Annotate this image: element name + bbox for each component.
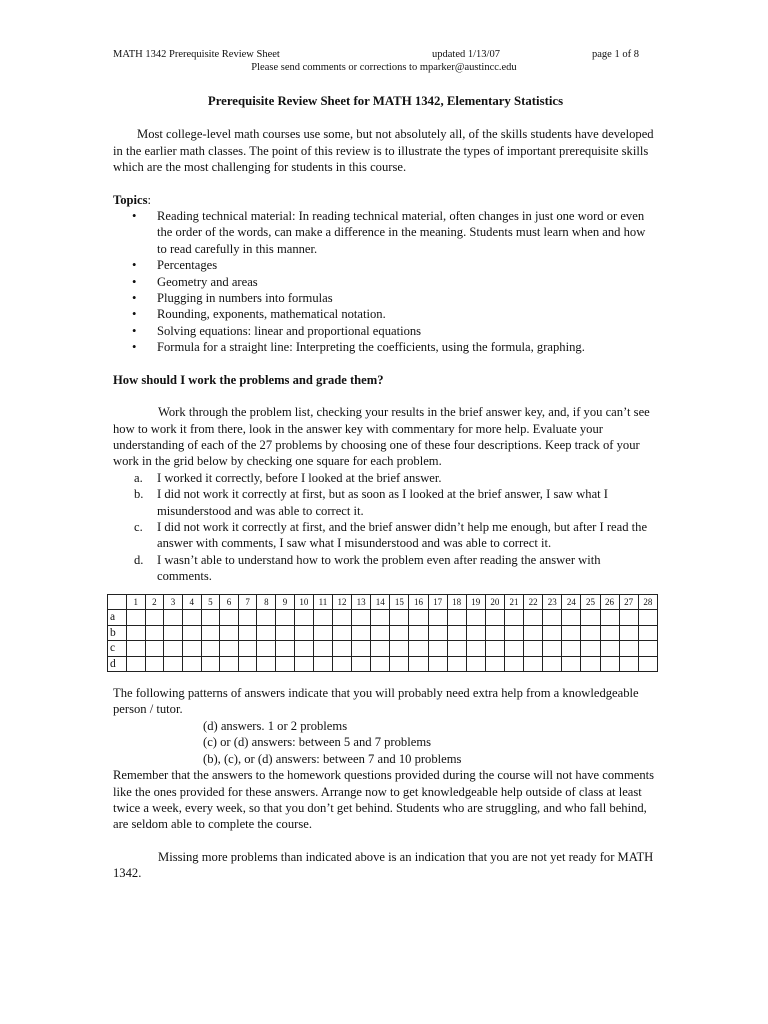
remember-paragraph: Remember that the answers to the homework questions provided during the course will not have comments like the ones provided for these answers. Arrange now to get knowledgeable help outside of class at least twice a week, every week, so that you don’t get behind. Students who are struggling, and who fall behind, are seldom able to complete the course. bbox=[113, 768, 655, 832]
grid-check-cell[interactable] bbox=[182, 641, 201, 657]
grid-column-header: 6 bbox=[220, 594, 239, 610]
grid-check-cell[interactable] bbox=[619, 641, 638, 657]
grid-check-cell[interactable] bbox=[238, 641, 257, 657]
grid-check-cell[interactable] bbox=[619, 625, 638, 641]
grid-column-header: 11 bbox=[313, 594, 332, 610]
grid-check-cell[interactable] bbox=[145, 656, 164, 672]
grid-column-header: 25 bbox=[581, 594, 600, 610]
grid-check-cell[interactable] bbox=[409, 656, 428, 672]
grid-check-cell[interactable] bbox=[447, 641, 466, 657]
grid-check-cell[interactable] bbox=[126, 656, 145, 672]
grade-option bbox=[113, 552, 658, 585]
bullet-icon: • bbox=[132, 323, 137, 338]
grid-check-cell[interactable] bbox=[504, 625, 523, 641]
bullet-icon: • bbox=[132, 340, 137, 355]
grid-column-header: 27 bbox=[619, 594, 638, 610]
topics-heading bbox=[113, 192, 658, 208]
grid-check-cell[interactable] bbox=[371, 656, 390, 672]
grid-check-cell[interactable] bbox=[276, 656, 295, 672]
grid-check-cell[interactable] bbox=[313, 656, 332, 672]
grid-column-header: 3 bbox=[164, 594, 183, 610]
grid-column-header: 7 bbox=[238, 594, 257, 610]
grid-check-cell[interactable] bbox=[276, 641, 295, 657]
grid-check-cell[interactable] bbox=[638, 610, 657, 626]
grid-check-cell[interactable] bbox=[201, 641, 220, 657]
grid-check-cell[interactable] bbox=[466, 656, 485, 672]
grid-check-cell[interactable] bbox=[201, 625, 220, 641]
topic-text: Formula for a straight line: Interpreting the coefficients, using the formula, graphing. bbox=[157, 340, 585, 355]
grid-check-cell[interactable] bbox=[294, 656, 313, 672]
header-updated: updated 1/13/07 bbox=[432, 49, 500, 60]
header-contact: Please send comments or corrections to mparker@austincc.edu bbox=[251, 62, 517, 73]
grid-check-cell[interactable] bbox=[332, 656, 351, 672]
grid-check-cell[interactable] bbox=[164, 641, 183, 657]
grid-check-cell[interactable] bbox=[409, 625, 428, 641]
grid-check-cell[interactable] bbox=[466, 610, 485, 626]
grid-check-cell[interactable] bbox=[600, 610, 619, 626]
topic-text: Percentages bbox=[157, 258, 218, 273]
grid-check-cell[interactable] bbox=[145, 625, 164, 641]
how-heading: How should I work the problems and grade them? bbox=[113, 372, 384, 387]
grid-check-cell[interactable] bbox=[390, 641, 409, 657]
grid-column-header: 26 bbox=[600, 594, 619, 610]
grid-check-cell[interactable] bbox=[238, 610, 257, 626]
grid-check-cell[interactable] bbox=[524, 610, 543, 626]
topic-item bbox=[113, 274, 658, 290]
grid-check-cell[interactable] bbox=[126, 625, 145, 641]
grid-row bbox=[108, 656, 658, 672]
grid-check-cell[interactable] bbox=[352, 610, 371, 626]
grid-check-cell[interactable] bbox=[238, 656, 257, 672]
grid-check-cell[interactable] bbox=[600, 625, 619, 641]
grid-check-cell[interactable] bbox=[126, 610, 145, 626]
grid-check-cell[interactable] bbox=[164, 625, 183, 641]
grid-check-cell[interactable] bbox=[581, 641, 600, 657]
grid-column-header: 19 bbox=[466, 594, 485, 610]
grid-column-header: 4 bbox=[182, 594, 201, 610]
grid-column-header: 2 bbox=[145, 594, 164, 610]
grid-check-cell[interactable] bbox=[447, 656, 466, 672]
grid-check-cell[interactable] bbox=[562, 610, 581, 626]
grid-check-cell[interactable] bbox=[313, 610, 332, 626]
grid-column-header: 24 bbox=[562, 594, 581, 610]
grade-option bbox=[113, 519, 658, 552]
grid-column-header: 28 bbox=[638, 594, 657, 610]
grid-column-header: 15 bbox=[390, 594, 409, 610]
grid-check-cell[interactable] bbox=[581, 625, 600, 641]
topic-item bbox=[113, 290, 658, 306]
topic-text: Solving equations: linear and proportional equations bbox=[157, 323, 422, 338]
grid-check-cell[interactable] bbox=[504, 610, 523, 626]
document-body bbox=[110, 93, 658, 882]
grid-column-header: 5 bbox=[201, 594, 220, 610]
grid-check-cell[interactable] bbox=[257, 656, 276, 672]
grid-check-cell[interactable] bbox=[390, 610, 409, 626]
pattern-item: (c) or (d) answers: between 5 and 7 problems bbox=[203, 735, 432, 750]
grid-check-cell[interactable] bbox=[238, 625, 257, 641]
topic-item bbox=[113, 306, 658, 322]
grid-check-cell[interactable] bbox=[371, 625, 390, 641]
topic-item bbox=[113, 208, 658, 257]
grid-check-cell[interactable] bbox=[581, 610, 600, 626]
topic-item bbox=[113, 323, 658, 339]
bullet-icon: • bbox=[132, 258, 137, 273]
patterns-intro: The following patterns of answers indicate that you will probably need extra help from a knowledgeable person / tutor. bbox=[113, 686, 639, 717]
grid-check-cell[interactable] bbox=[447, 610, 466, 626]
tracking-grid-table bbox=[107, 594, 658, 673]
grid-check-cell[interactable] bbox=[543, 625, 562, 641]
grid-check-cell[interactable] bbox=[352, 625, 371, 641]
grade-text: I wasn’t able to understand how to work the problem even after reading the answer with comments. bbox=[157, 552, 601, 584]
grade-mark: c. bbox=[134, 519, 143, 534]
grid-check-cell[interactable] bbox=[543, 641, 562, 657]
grid-column-header: 17 bbox=[428, 594, 447, 610]
grid-check-cell[interactable] bbox=[220, 625, 239, 641]
grid-column-header: 16 bbox=[409, 594, 428, 610]
bullet-icon: • bbox=[132, 209, 137, 224]
grid-check-cell[interactable] bbox=[638, 641, 657, 657]
grid-check-cell[interactable] bbox=[164, 656, 183, 672]
grid-check-cell[interactable] bbox=[562, 656, 581, 672]
bullet-icon: • bbox=[132, 274, 137, 289]
header-course: MATH 1342 Prerequisite Review Sheet bbox=[113, 49, 280, 60]
grid-check-cell[interactable] bbox=[332, 641, 351, 657]
topic-text: Rounding, exponents, mathematical notation. bbox=[157, 307, 386, 322]
grid-check-cell[interactable] bbox=[276, 625, 295, 641]
grid-check-cell[interactable] bbox=[276, 610, 295, 626]
grid-check-cell[interactable] bbox=[409, 641, 428, 657]
grid-header-row bbox=[108, 594, 658, 610]
grid-row bbox=[108, 641, 658, 657]
grid-check-cell[interactable] bbox=[294, 625, 313, 641]
grid-check-cell[interactable] bbox=[466, 625, 485, 641]
grid-check-cell[interactable] bbox=[504, 641, 523, 657]
grid-column-header: 12 bbox=[332, 594, 351, 610]
grid-check-cell[interactable] bbox=[371, 641, 390, 657]
grid-column-header: 13 bbox=[352, 594, 371, 610]
tracking-grid bbox=[107, 594, 658, 673]
grid-row-label: c bbox=[108, 641, 127, 657]
grid-check-cell[interactable] bbox=[600, 656, 619, 672]
bullet-icon: • bbox=[132, 291, 137, 306]
grid-check-cell[interactable] bbox=[447, 625, 466, 641]
grid-check-cell[interactable] bbox=[466, 641, 485, 657]
grid-check-cell[interactable] bbox=[182, 625, 201, 641]
grid-check-cell[interactable] bbox=[504, 656, 523, 672]
grid-check-cell[interactable] bbox=[332, 625, 351, 641]
grid-check-cell[interactable] bbox=[524, 656, 543, 672]
grid-row-label: b bbox=[108, 625, 127, 641]
grid-check-cell[interactable] bbox=[428, 625, 447, 641]
grade-option bbox=[113, 486, 658, 519]
grid-check-cell[interactable] bbox=[201, 656, 220, 672]
grid-column-header: 18 bbox=[447, 594, 466, 610]
grid-check-cell[interactable] bbox=[257, 641, 276, 657]
topics-list bbox=[113, 208, 658, 356]
grid-column-header: 1 bbox=[126, 594, 145, 610]
grid-check-cell[interactable] bbox=[182, 656, 201, 672]
grid-column-header: 21 bbox=[504, 594, 523, 610]
grid-check-cell[interactable] bbox=[164, 610, 183, 626]
topic-item bbox=[113, 257, 658, 273]
grid-check-cell[interactable] bbox=[145, 610, 164, 626]
grid-check-cell[interactable] bbox=[619, 656, 638, 672]
grid-check-cell[interactable] bbox=[313, 641, 332, 657]
grid-check-cell[interactable] bbox=[294, 641, 313, 657]
grade-text: I did not work it correctly at first, but as soon as I looked at the brief answer, I saw what I misunderstood and was able to correct it. bbox=[157, 487, 608, 518]
topic-text: Plugging in numbers into formulas bbox=[157, 291, 333, 306]
grid-check-cell[interactable] bbox=[294, 610, 313, 626]
grid-check-cell[interactable] bbox=[257, 625, 276, 641]
grid-check-cell[interactable] bbox=[220, 656, 239, 672]
grid-check-cell[interactable] bbox=[428, 610, 447, 626]
grid-check-cell[interactable] bbox=[428, 641, 447, 657]
topics-heading-colon: : bbox=[147, 192, 152, 207]
grid-check-cell[interactable] bbox=[182, 610, 201, 626]
topic-text: Reading technical material: In reading technical material, often changes in just one word or even the order of the words, can make a difference in the meaning. Students must learn when and how to read carefully in this manner. bbox=[157, 209, 646, 256]
pattern-item: (d) answers. 1 or 2 problems bbox=[203, 718, 348, 733]
grid-check-cell[interactable] bbox=[409, 610, 428, 626]
grid-row bbox=[108, 610, 658, 626]
grid-check-cell[interactable] bbox=[201, 610, 220, 626]
grid-corner-cell bbox=[108, 594, 127, 610]
grid-check-cell[interactable] bbox=[371, 610, 390, 626]
pattern-item: (b), (c), or (d) answers: between 7 and 10 problems bbox=[203, 751, 462, 766]
grid-column-header: 22 bbox=[524, 594, 543, 610]
grid-check-cell[interactable] bbox=[428, 656, 447, 672]
grid-check-cell[interactable] bbox=[600, 641, 619, 657]
grid-check-cell[interactable] bbox=[485, 641, 504, 657]
grid-row-label: d bbox=[108, 656, 127, 672]
page-title: Prerequisite Review Sheet for MATH 1342, Elementary Statistics bbox=[207, 94, 564, 108]
grid-check-cell[interactable] bbox=[524, 641, 543, 657]
grid-check-cell[interactable] bbox=[581, 656, 600, 672]
grid-check-cell[interactable] bbox=[126, 641, 145, 657]
grid-column-header: 14 bbox=[371, 594, 390, 610]
intro-paragraph: Most college-level math courses use some, but not absolutely all, of the skills students have developed in the earlier math classes. The point of this review is to illustrate the types of important prerequisite skills which are the most challenging for students in this course. bbox=[113, 127, 654, 175]
grid-column-header: 9 bbox=[276, 594, 295, 610]
patterns-list bbox=[113, 718, 658, 767]
grid-check-cell[interactable] bbox=[257, 610, 276, 626]
grid-check-cell[interactable] bbox=[313, 625, 332, 641]
grid-check-cell[interactable] bbox=[543, 656, 562, 672]
grades-list bbox=[113, 470, 658, 585]
grade-mark: b. bbox=[134, 487, 144, 502]
grid-check-cell[interactable] bbox=[220, 641, 239, 657]
grid-check-cell[interactable] bbox=[352, 656, 371, 672]
grid-check-cell[interactable] bbox=[638, 625, 657, 641]
topics-heading-text: Topics bbox=[113, 192, 148, 207]
grid-column-header: 10 bbox=[294, 594, 313, 610]
grade-mark: a. bbox=[134, 470, 143, 485]
topic-text: Geometry and areas bbox=[157, 274, 258, 289]
how-paragraph: Work through the problem list, checking your results in the brief answer key, and, if you can’t see how to work it from there, look in the answer key with commentary for more help. Evaluate your understanding of each of the 27 problems by choosing one of these four descriptions. Keep track of your work in the grid below by checking one square for each problem. bbox=[113, 405, 650, 469]
grid-check-cell[interactable] bbox=[145, 641, 164, 657]
grid-check-cell[interactable] bbox=[638, 656, 657, 672]
grid-check-cell[interactable] bbox=[485, 656, 504, 672]
grid-check-cell[interactable] bbox=[485, 610, 504, 626]
grid-check-cell[interactable] bbox=[562, 641, 581, 657]
patterns-section bbox=[113, 685, 658, 833]
grid-column-header: 8 bbox=[257, 594, 276, 610]
grid-check-cell[interactable] bbox=[352, 641, 371, 657]
grid-check-cell[interactable] bbox=[524, 625, 543, 641]
grid-column-header: 20 bbox=[485, 594, 504, 610]
grid-check-cell[interactable] bbox=[619, 610, 638, 626]
grid-row bbox=[108, 625, 658, 641]
grid-check-cell[interactable] bbox=[390, 625, 409, 641]
topic-item bbox=[113, 339, 658, 355]
bullet-icon: • bbox=[132, 307, 137, 322]
grid-row-label: a bbox=[108, 610, 127, 626]
grid-check-cell[interactable] bbox=[220, 610, 239, 626]
grade-text: I worked it correctly, before I looked at the brief answer. bbox=[157, 470, 442, 485]
grid-check-cell[interactable] bbox=[485, 625, 504, 641]
grid-check-cell[interactable] bbox=[390, 656, 409, 672]
header-page-number: page 1 of 8 bbox=[592, 49, 639, 60]
grade-mark: d. bbox=[134, 552, 144, 567]
grid-column-header: 23 bbox=[543, 594, 562, 610]
grid-check-cell[interactable] bbox=[543, 610, 562, 626]
closing-paragraph: Missing more problems than indicated above is an indication that you are not yet ready for MATH 1342. bbox=[113, 849, 654, 881]
grade-text: I did not work it correctly at first, and the brief answer didn’t help me enough, but after I read the answer with comments, I saw what I misunderstood and was able to correct it. bbox=[157, 519, 648, 551]
grid-check-cell[interactable] bbox=[332, 610, 351, 626]
grade-option bbox=[113, 470, 658, 486]
grid-check-cell[interactable] bbox=[562, 625, 581, 641]
